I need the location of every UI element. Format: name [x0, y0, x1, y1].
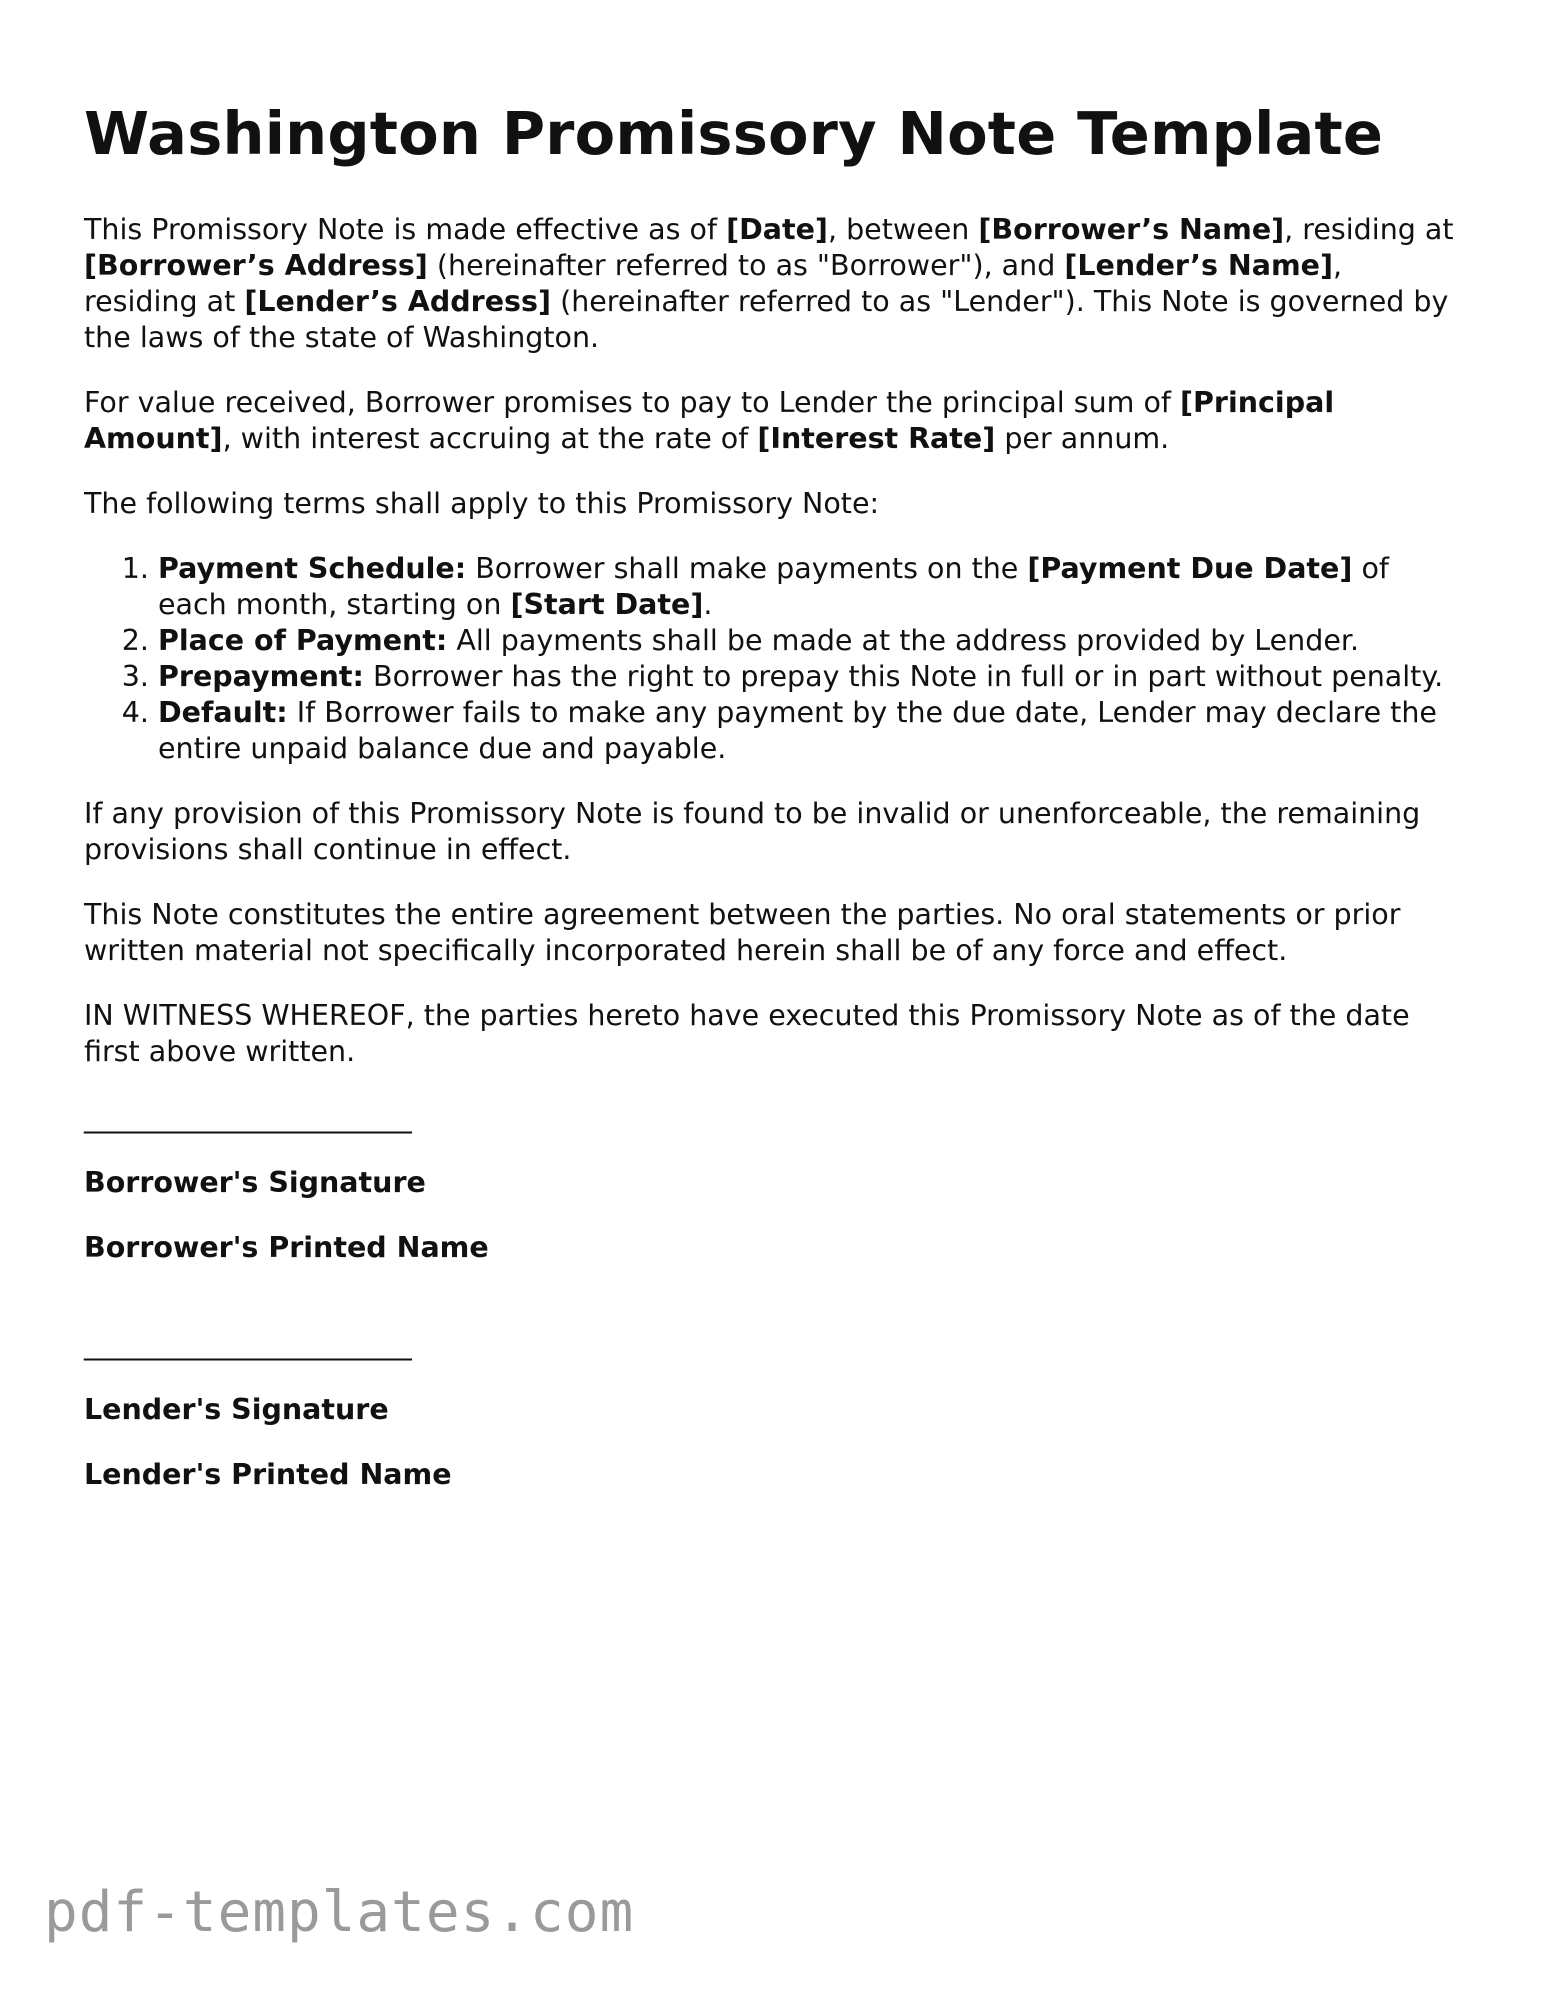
terms-list [84, 551, 1464, 767]
severability-paragraph: If any provision of this Promissory Note is found to be invalid or unenforceable, the remaining provisions shall continue in effect. [84, 796, 1421, 866]
payment-due-date-placeholder: [Payment Due Date] [1027, 551, 1353, 585]
principal-text-1: For value received, Borrower promises to pay to Lender the principal sum of [84, 385, 1180, 419]
signature-block [84, 1100, 1464, 1493]
document-page [84, 100, 1464, 1522]
terms-intro: The following terms shall apply to this Promissory Note: [84, 486, 880, 520]
term-label: Payment Schedule: [158, 551, 467, 585]
document-title: Washington Promissory Note Template [84, 99, 1384, 168]
principal-text-2: , with interest accruing at the rate of [222, 421, 758, 455]
borrower-address-placeholder: [Borrower’s Address] [84, 248, 428, 282]
principal-amount-placeholder: [Principal Amount] [84, 385, 1335, 455]
principal-paragraph [84, 385, 1464, 457]
term-payment-schedule [158, 551, 1464, 623]
witness-paragraph: IN WITNESS WHEREOF, the parties hereto have executed this Promissory Note as of the date first above written. [84, 998, 1410, 1068]
term-text: Borrower shall make payments on the [466, 551, 1028, 585]
term-default [158, 695, 1464, 767]
lender-address-placeholder: [Lender’s Address] [244, 284, 552, 318]
intro-text-2: , between [827, 212, 979, 246]
lender-signature-line[interactable]: _______________________ [84, 1327, 412, 1361]
entire-agreement-paragraph: This Note constitutes the entire agreement between the parties. No oral statements or prior written material not specifically incorporated herein shall be of any force and effect. [84, 897, 1401, 967]
lender-name-placeholder: [Lender’s Name] [1064, 248, 1334, 282]
lender-signature-label: Lender's Signature [84, 1392, 389, 1426]
intro-text-4: (hereinafter referred to as "Borrower"), and [427, 248, 1065, 282]
term-text: Borrower has the right to prepay this Note in full or in part without penalty. [363, 659, 1444, 693]
term-label: Prepayment: [158, 659, 364, 693]
date-placeholder: [Date] [726, 212, 828, 246]
term-label: Place of Payment: [158, 623, 448, 657]
borrower-signature-line[interactable]: _______________________ [84, 1100, 412, 1134]
interest-rate-placeholder: [Interest Rate] [757, 421, 996, 455]
term-prepayment [158, 659, 1464, 695]
intro-text-1: This Promissory Note is made effective as of [84, 212, 727, 246]
term-text: of each month, starting on [158, 551, 1389, 621]
term-place-of-payment [158, 623, 1464, 659]
borrower-printed-name-label: Borrower's Printed Name [84, 1230, 489, 1264]
term-text: All payments shall be made at the address provided by Lender. [447, 623, 1360, 657]
start-date-placeholder: [Start Date] [510, 587, 704, 621]
intro-text-3: , residing at [1284, 212, 1454, 246]
term-label: Default: [158, 695, 288, 729]
borrower-name-placeholder: [Borrower’s Name] [978, 212, 1285, 246]
borrower-signature-label: Borrower's Signature [84, 1165, 426, 1199]
term-text: If Borrower fails to make any payment by the due date, Lender may declare the entire unpaid balance due and payable. [158, 695, 1437, 765]
intro-text-5: , residing at [84, 248, 1343, 318]
intro-text-6: (hereinafter referred to as "Lender"). This Note is governed by the laws of the state of Washington. [84, 284, 1449, 354]
watermark: pdf-templates.com [44, 1880, 635, 1945]
term-text: . [703, 587, 713, 621]
principal-text-3: per annum. [995, 421, 1170, 455]
lender-printed-name-label: Lender's Printed Name [84, 1457, 452, 1491]
intro-paragraph [84, 212, 1464, 356]
